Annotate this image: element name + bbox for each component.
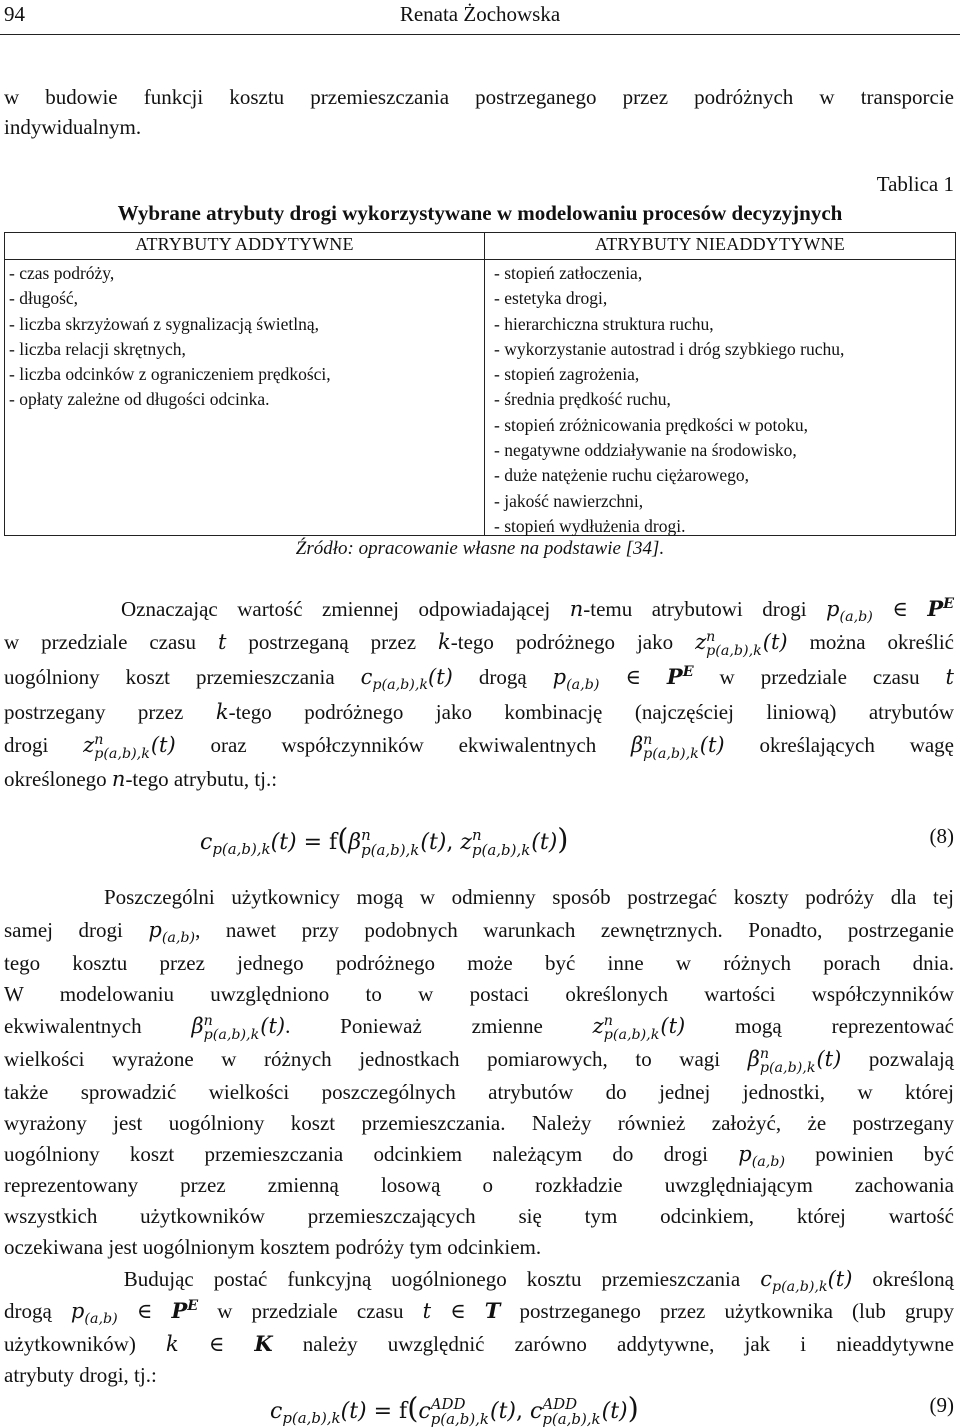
- paragraph-line: Budując postać funkcyjną uogólnionego kosztu przemieszczania $c_{p(a,b),k}(t)$ określoną: [123, 1267, 955, 1295]
- attribute-item: - liczba skrzyżowań z sygnalizacją świetlną,: [9, 313, 320, 334]
- paragraph-line: także sprowadzić wielkości poszczególnych atrybutów do jednej jednostki, w której: [4, 1080, 954, 1104]
- additive-attributes-list: [9, 261, 331, 413]
- paragraph-line: w przedziale czasu t postrzeganą przez k-tego podróżnego jako z n p(a,b),k (t) można określić: [4, 628, 954, 660]
- paragraph-line: Poszczególni użytkownicy mogą w odmienny sposób postrzegać koszty podróży dla tej: [103, 885, 954, 909]
- table-number: Tablica 1: [876, 172, 954, 196]
- paragraph-line: samej drogi $p_{(a,b)}$, nawet przy podobnych warunkach zewnętrznych. Ponadto, postrzeganie: [4, 918, 954, 946]
- equation-9: $c_{p(a,b),k}(t) = f(c$ ADD p(a,b),k (t), c ADD p(a,b),k (t)): [270, 1391, 639, 1428]
- table-header-rule: [5, 259, 955, 260]
- table-header-nonadditive: ATRYBUTY NIEADDYTYWNE: [594, 234, 845, 254]
- table-title: Wybrane atrybuty drogi wykorzystywane w modelowaniu procesów decyzyjnych: [117, 201, 843, 225]
- attribute-item: - negatywne oddziaływanie na środowisko,: [494, 440, 797, 461]
- paragraph-line: drogi z n p(a,b),k (t) oraz współczynników ekwiwalentnych β n p(a,b),k (t) określających wagę: [4, 731, 955, 763]
- paragraph-line: reprezentowany przez zmienną losową o rozkładzie uwzględniającym zachowania: [4, 1173, 954, 1197]
- attribute-item: - liczba odcinków z ograniczeniem prędkości,: [9, 364, 331, 385]
- attributes-table: [4, 232, 956, 536]
- paragraph-line: określonego n-tego atrybutu, tj.:: [4, 767, 278, 791]
- paragraph-line: atrybuty drogi, tj.:: [4, 1363, 157, 1387]
- attribute-item: - stopień zróżnicowania prędkości w potoku,: [494, 414, 808, 435]
- paragraph-line: użytkowników) k ∈ K należy uwzględnić zarówno addytywne, jak i nieaddytywne: [4, 1331, 954, 1356]
- paragraph-line: wszystkich użytkowników przemieszczających się tym odcinkiem, której wartość: [4, 1204, 954, 1228]
- attribute-item: - estetyka drogi,: [494, 288, 608, 309]
- paragraph-line: uogólniony koszt przemieszczania odcinkiem należącym do drogi $p_{(a,b)}$ powinien być: [4, 1142, 954, 1170]
- attribute-item: - stopień wydłużenia drogi.: [494, 515, 686, 536]
- page-number: 94: [4, 2, 25, 26]
- paragraph-line: Oznaczając wartość zmiennej odpowiadającej n-temu atrybutowi drogi $p_{(a,b)}$ ∈ $P^E$: [120, 596, 955, 625]
- nonadditive-attributes-list: [494, 261, 844, 539]
- paragraph-line: drogą $p_{(a,b)}$ ∈ $P^E$ w przedziale czasu t ∈ T postrzeganego przez użytkownika (lub grupy: [4, 1298, 954, 1327]
- attribute-item: - liczba relacji skrętnych,: [9, 338, 186, 359]
- attribute-item: - wykorzystanie autostrad i dróg szybkiego ruchu,: [494, 338, 845, 359]
- paragraph-line: oczekiwana jest uogólnionym kosztem podróży tym odcinkiem.: [4, 1235, 542, 1259]
- table-divider: [484, 233, 485, 535]
- attribute-item: - średnia prędkość ruchu,: [494, 389, 671, 410]
- attribute-item: - jakość nawierzchni,: [494, 490, 644, 511]
- table-source: Źródło: opracowanie własne na podstawie [34].: [295, 538, 665, 559]
- paragraph-line: ekwiwalentnych β n p(a,b),k (t). Ponieważ zmienne z n p(a,b),k (t) mogą reprezentować: [4, 1012, 954, 1044]
- attribute-item: - stopień zatłoczenia,: [494, 263, 643, 283]
- attribute-item: - hierarchiczna struktura ruchu,: [494, 313, 714, 334]
- running-author: Renata Żochowska: [399, 2, 561, 26]
- attribute-item: - stopień zagrożenia,: [494, 364, 640, 385]
- equation-number: (9): [929, 1393, 954, 1417]
- paragraph-line: postrzegany przez k-tego podróżnego jako kombinację (najczęściej liniową) atrybutów: [4, 700, 954, 724]
- paragraph-line: wielkości wyrażone w różnych jednostkach pomiarowych, to wagi β n p(a,b),k (t) pozwalają: [4, 1045, 954, 1077]
- equation-8: $c_{p(a,b),k}(t) = f(\beta$ n p(a,b),k (t), z n p(a,b),k (t)): [200, 822, 569, 859]
- paragraph-line: W modelowaniu uwzględniono to w postaci określonych wartości współczynników: [4, 982, 954, 1006]
- intro-line: w budowie funkcji kosztu przemieszczania postrzeganego przez podróżnych w transporcie: [4, 85, 954, 109]
- equation-number: (8): [929, 824, 954, 848]
- attribute-item: - długość,: [9, 288, 79, 309]
- intro-line: indywidualnym.: [4, 115, 142, 139]
- paragraph-line: tego kosztu przez jednego podróżnego może być inne w różnych porach dnia.: [4, 951, 954, 975]
- running-header: [0, 0, 960, 35]
- paragraph-line: uogólniony koszt przemieszczania $c_{p(a,b),k}(t)$ drogą $p_{(a,b)}$ ∈ $P^E$ w przedziale czasu t: [4, 664, 954, 693]
- table-header-additive: ATRYBUTY ADDYTYWNE: [135, 234, 354, 254]
- paragraph-line: wyrażony jest uogólniony koszt przemieszczania. Należy również założyć, że postrzegany: [4, 1111, 954, 1135]
- attribute-item: - opłaty zależne od długości odcinka.: [9, 389, 270, 410]
- attribute-item: - czas podróży,: [9, 263, 115, 283]
- attribute-item: - duże natężenie ruchu ciężarowego,: [494, 465, 750, 486]
